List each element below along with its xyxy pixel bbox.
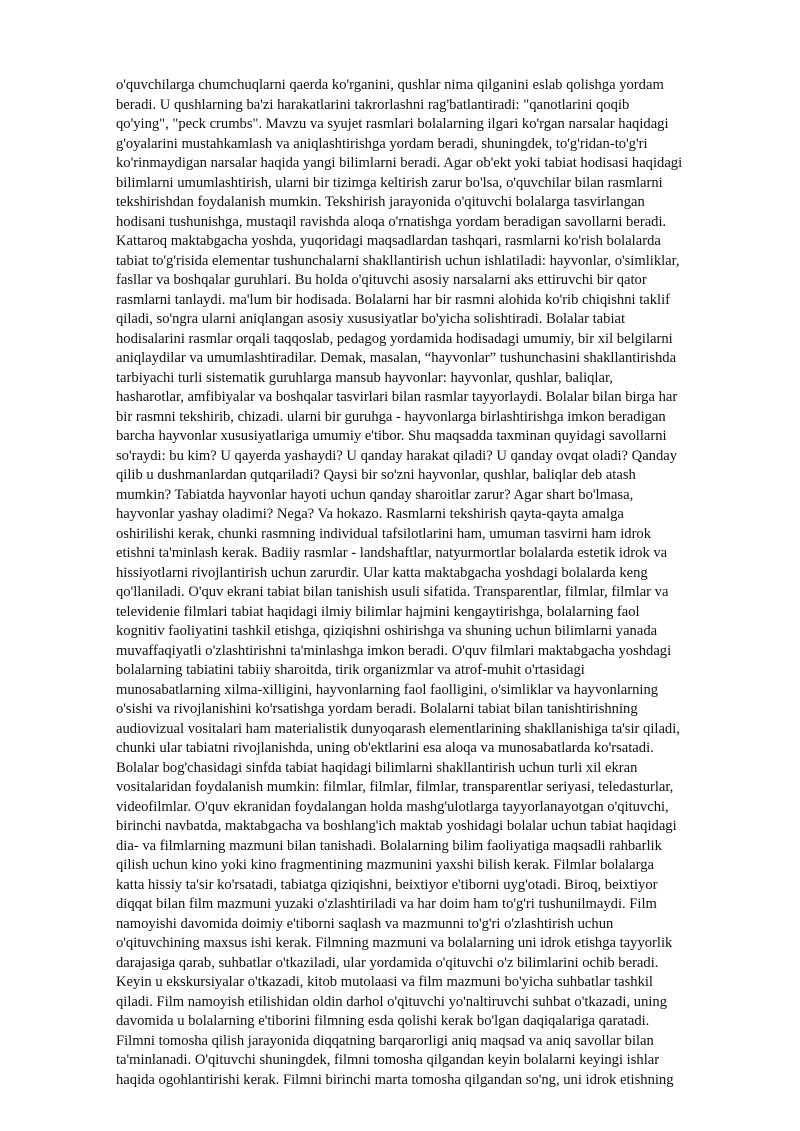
text-line: tabiat to'g'risida elementar tushunchalarni shakllantirish uchun ishlatiladi: hayvonlar, o'simliklar, bbox=[116, 252, 680, 269]
text-line: qiladi, so'ngra ularni aniqlangan asosiy xususiyatlar bo'yicha solishtiradi. Bolalar tabiat bbox=[116, 311, 626, 327]
text-line: muvaffaqiyatli o'zlashtirishni ta'minlashga imkon beradi. O'quv filmlari maktabgacha yoshdagi bbox=[116, 642, 672, 659]
text-line: videofilmlar. O'quv ekranidan foydalangan holda mashg'ulotlarga tayyorlanayotgan o'qituvchi, bbox=[116, 798, 669, 815]
text-line: aniqlaydilar va umumlashtiradilar. Demak, masalan, “hayvonlar” tushunchasini shakllantirishda bbox=[116, 350, 677, 366]
text-line: Bolalar bog'chasidagi sinfda tabiat haqidagi bilimlarni shakllantirish uchun turli xil ekran bbox=[116, 759, 638, 776]
text-line: televidenie filmlari tabiat haqidagi ilmiy bilimlar hajmini kengaytirishga, bolalarning faol bbox=[116, 603, 640, 620]
text-line: so'raydi: bu kim? U qayerda yashaydi? U qanday harakat qiladi? U qanday ovqat oladi? Qanday bbox=[116, 447, 678, 464]
text-line: o'quvchilarga chumchuqlarni qaerda ko'rganini, qushlar nima qilganini eslab qolishga yordam bbox=[116, 77, 664, 93]
text-line: katta hissiy ta'sir ko'rsatadi, tabiatga qiziqishni, beixtiyor e'tiborni uyg'otadi. Biroq, beixtiyor bbox=[116, 876, 658, 893]
text-line: birinchi navbatda, maktabgacha va boshlang'ich maktab yoshidagi bolalar uchun tabiat haqidagi bbox=[116, 818, 677, 834]
text-line: o'sishi va rivojlanishini ko'rsatishga yordam beradi. Bolalarni tabiat bilan tanishtirishning bbox=[116, 701, 638, 717]
text-line: haqida ogohlantirishi kerak. Filmni birinchi marta tomosha qilgandan so'ng, uni idrok etishning bbox=[116, 1071, 674, 1088]
text-line: qiladi. Film namoyish etilishidan oldin darhol o'qituvchi yo'naltiruvchi suhbat o'tkazadi, uning bbox=[116, 993, 668, 1010]
text-line: namoyishi davomida doimiy e'tiborni saqlash va mazmunni to'g'ri o'zlashtirish uchun bbox=[116, 915, 614, 932]
text-line: hissiyotlarni rivojlantirish uchun zarurdir. Ular katta maktabgacha yoshdagi bolalarda keng bbox=[116, 564, 648, 581]
text-line: hodisalarini rasmlar orqali taqqoslab, pedagog yordamida hodisadagi umumiy, bir xil belgilarni bbox=[116, 330, 673, 347]
text-line: Filmni tomosha qilish jarayonida diqqatning barqarorligi aniq maqsad va aniq savollar bilan bbox=[116, 1032, 654, 1049]
text-line: Keyin u ekskursiyalar o'tkazadi, kitob mutolaasi va film mazmuni bo'yicha suhbatlar tashkil bbox=[116, 974, 653, 990]
text-line: tekshirishdan foydalanish mumkin. Tekshirish jarayonida o'qituvchi bolalarga tasvirlangan bbox=[116, 194, 645, 210]
text-line: barcha hayvonlar xususiyatlariga umumiy e'tibor. Shu maqsadda taxminan quyidagi savollarni bbox=[116, 428, 667, 444]
text-line: davomida u bolalarning e'tiborini filmning esda qolishi kerak bo'lgan daqiqalariga qaratadi. bbox=[116, 1013, 650, 1029]
text-line: g'oyalarini mustahkamlash va aniqlashtirishga yordam beradi, shuningdek, to'g'ridan-to'g'ri bbox=[116, 135, 648, 152]
text-line: fasllar va boshqalar guruhlari. Bu holda o'qituvchi asosiy narsalarni aks ettiruvchi bir qator bbox=[116, 272, 647, 288]
text-line: hasharotlar, amfibiyalar va boshqalar tasvirlari bilan rasmlar tayyorlaydi. Bolalar bilan birga har bbox=[116, 389, 678, 405]
text-line: oshirilishi kerak, chunki rasmning individual tafsilotlarini ham, umuman tasvirni ham idrok bbox=[116, 525, 652, 542]
text-line: kognitiv faoliyatini tashkil etishga, qiziqishni oshirishga va shuning uchun bilimlarni yanada bbox=[116, 623, 658, 639]
text-line: audiovizual vositalari ham materialistik dunyoqarash elementlarining shakllanishiga ta'sir qiladi, bbox=[116, 720, 680, 737]
text-line: qo'ying", "peck crumbs". Mavzu va syujet rasmlari bolalarning ilgari ko'rgan narsalar haqidagi bbox=[116, 116, 669, 132]
text-line: diqqat bilan film mazmuni yuzaki o'zlashtiriladi va har doim ham to'g'ri tushunilmaydi. Film bbox=[116, 896, 657, 912]
text-line: hodisani tushunishga, mustaqil ravishda aloqa o'rnatishga yordam beradigan savollarni beradi. bbox=[116, 213, 667, 230]
text-line: etishni ta'minlash kerak. Badiiy rasmlar - landshaftlar, natyurmortlar bolalarda estetik idrok va bbox=[116, 545, 668, 561]
text-line: munosabatlarning xilma-xilligini, hayvonlarning faol faolligini, o'simliklar va hayvonlarning bbox=[116, 681, 659, 698]
body-text bbox=[116, 76, 716, 1090]
text-line: qilib u dushmanlardan qutqariladi? Qaysi bir so'zni hayvonlar, qushlar, baliqlar deb atash bbox=[116, 467, 636, 483]
text-line: darajasiga qarab, suhbatlar o'tkaziladi, ular yordamida o'qituvchi o'z bilimlarini ochib beradi. bbox=[116, 954, 659, 971]
text-line: qilish uchun kino yoki kino fragmentining mazmunini yaxshi bilish kerak. Filmlar bolalarga bbox=[116, 857, 654, 873]
text-line: chunki ular tabiatni rivojlanishda, uning ob'ektlarini esa aloqa va munosabatlarda ko'rsatadi. bbox=[116, 740, 654, 756]
text-line: beradi. U qushlarning ba'zi harakatlarini takrorlashni rag'batlantiradi: "qanotlarini qoqib bbox=[116, 96, 630, 113]
text-line: bir rasmni tekshirib, chizadi. ularni bir guruhga - hayvonlarga birlashtirishga imkon beradigan bbox=[116, 408, 666, 425]
text-line: hayvonlar yashay oladimi? Nega? Va hokazo. Rasmlarni tekshirish qayta-qayta amalga bbox=[116, 506, 624, 522]
text-line: qo'llaniladi. O'quv ekrani tabiat bilan tanishish usuli sifatida. Transparentlar, filmlar, filmlar va bbox=[116, 584, 669, 600]
text-line: bilimlarni umumlashtirish, ularni bir tizimga keltirish zarur bo'lsa, o'quvchilar bilan rasmlarni bbox=[116, 174, 663, 191]
text-line: bolalarning tabiatini tabiiy sharoitda, tirik organizmlar va atrof-muhit o'rtasidagi bbox=[116, 662, 585, 678]
text-line: o'qituvchining maxsus ishi kerak. Filmning mazmuni va bolalarning uni idrok etishga tayyorlik bbox=[116, 935, 673, 951]
text-line: dia- va filmlarning mazmuni bilan tanishadi. Bolalarning bilim faoliyatiga maqsadli rahbarlik bbox=[116, 837, 662, 854]
text-line: vositalaridan foydalanish mumkin: filmlar, filmlar, filmlar, transparentlar seriyasi, teledasturlar, bbox=[116, 779, 674, 795]
text-line: rasmlarni tanlaydi. ma'lum bir hodisada. Bolalarni har bir rasmni alohida ko'rib chiqishni taklif bbox=[116, 291, 671, 308]
text-line: tarbiyachi turli sistematik guruhlarga mansub hayvonlar: hayvonlar, qushlar, baliqlar, bbox=[116, 369, 613, 386]
text-line: Kattaroq maktabgacha yoshda, yuqoridagi maqsadlardan tashqari, rasmlarni ko'rish bolalarda bbox=[116, 233, 661, 249]
text-line: ko'rinmaydigan narsalar haqida yangi bilimlarni beradi. Agar ob'ekt yoki tabiat hodisasi haqidagi bbox=[116, 155, 683, 171]
text-line: ta'minlanadi. O'qituvchi shuningdek, filmni tomosha qilgandan keyin bolalarni keyingi ishlar bbox=[116, 1052, 660, 1068]
text-line: mumkin? Tabiatda hayvonlar hayoti uchun qanday sharoitlar zarur? Agar shart bo'lmasa, bbox=[116, 486, 634, 503]
